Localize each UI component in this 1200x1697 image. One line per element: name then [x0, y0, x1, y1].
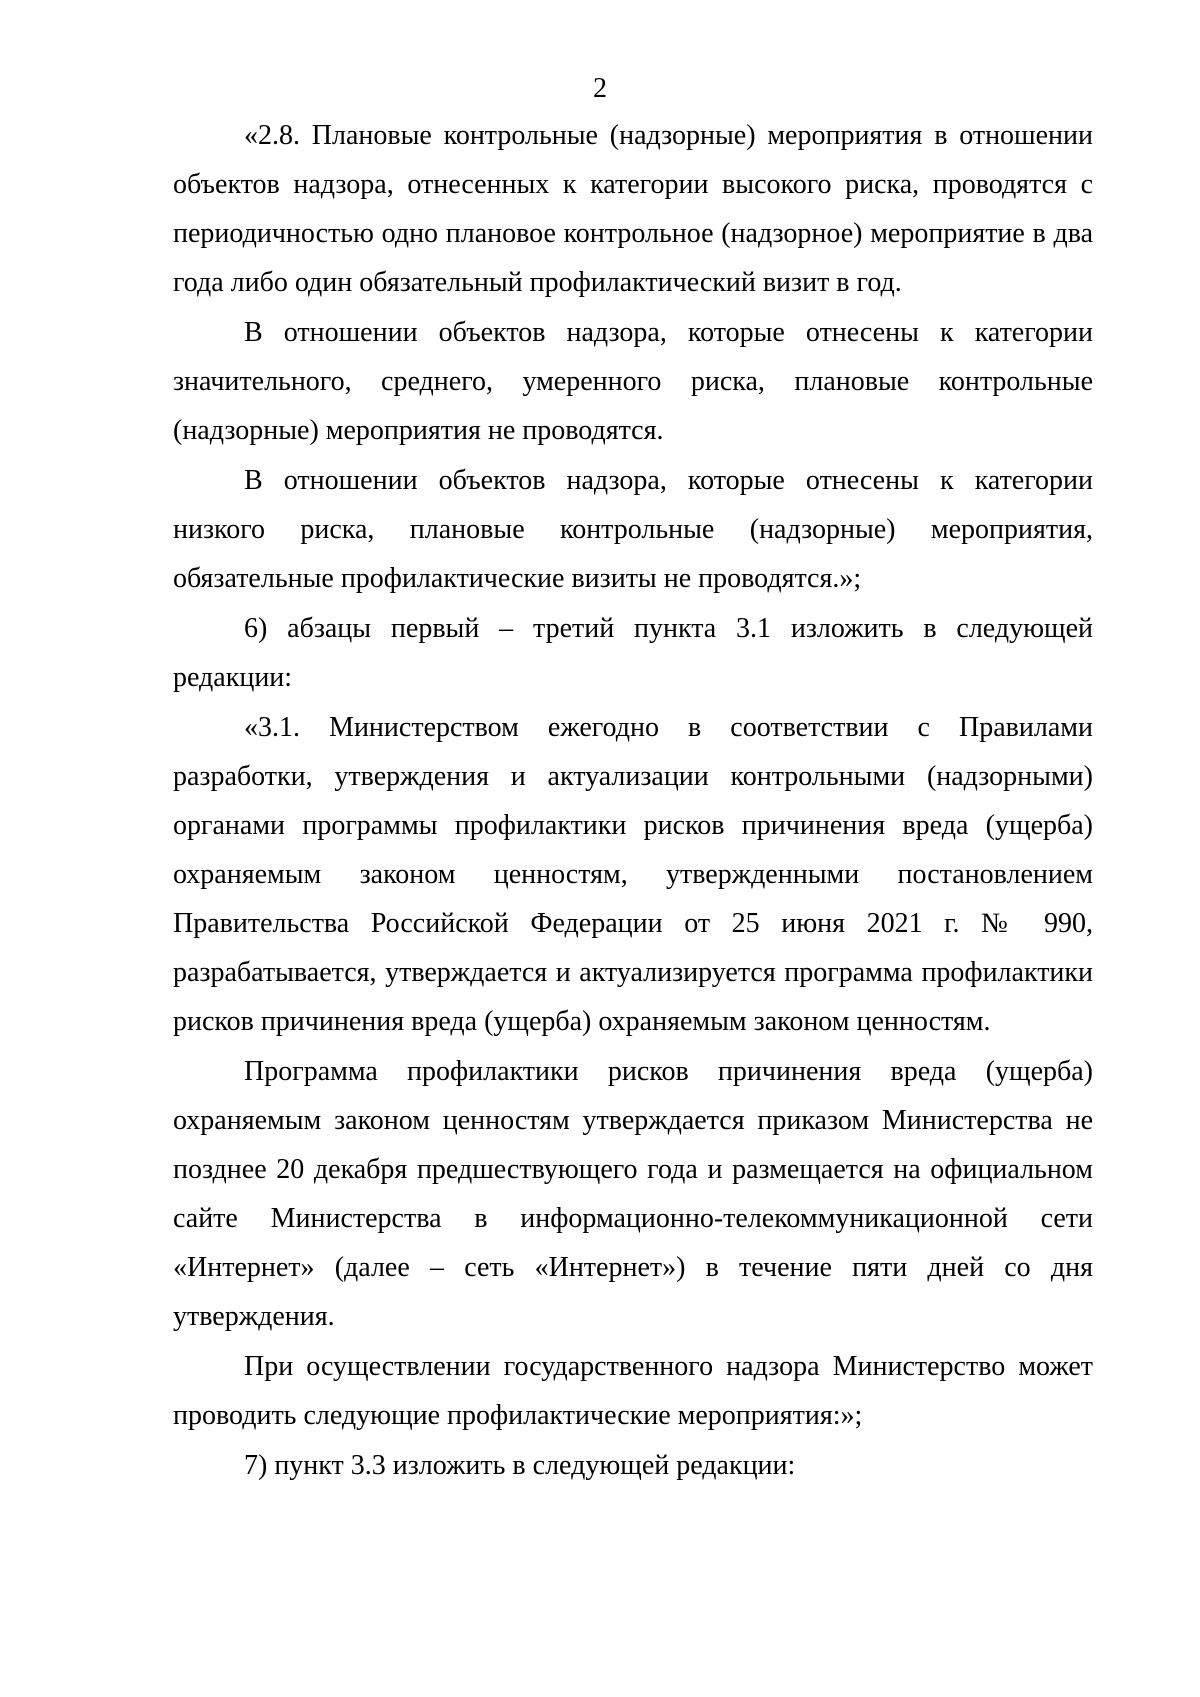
paragraph-3-1: «3.1. Министерством ежегодно в соответствии с Правилами разработки, утверждения и актуализации контрольными (надзорными) органами программы профилактики рисков причинения вреда (ущерба) охраняемым законом ценностям, утвержденными постановлением Правительства Российской Федерации от 25 июня 2021 г. № 990, разрабатывается, утверждается и актуализируется программа профилактики рисков причинения вреда (ущерба) охраняемым законом ценностям. [173, 712, 1093, 1037]
paragraph-program: Программа профилактики рисков причинения вреда (ущерба) охраняемым законом ценностям утверждается приказом Министерства не позднее 20 декабря предшествующего года и размещается на официальном сайте Министерства в информационно-телекоммуникационной сети «Интернет» (далее – сеть «Интернет») в течение пяти дней со дня утверждения. [173, 1056, 1093, 1332]
paragraph-medium-risk: В отношении объектов надзора, которые отнесены к категории значительного, среднего, умеренного риска, плановые контрольные (надзорные) мероприятия не проводятся. [173, 317, 1093, 446]
paragraph-item-6: 6) абзацы первый – третий пункта 3.1 изложить в следующей редакции: [173, 613, 1093, 693]
paragraph-item-7: 7) пункт 3.3 изложить в следующей редакции: [244, 1450, 796, 1481]
paragraph-low-risk: В отношении объектов надзора, которые отнесены к категории низкого риска, плановые контрольные (надзорные) мероприятия, обязательные профилактические визиты не проводятся.»; [173, 465, 1093, 594]
paragraph-2-8: «2.8. Плановые контрольные (надзорные) мероприятия в отношении объектов надзора, отнесенных к категории высокого риска, проводятся с периодичностью одно плановое контрольное (надзорное) мероприятие в два года либо один обязательный профилактический визит в год. [173, 120, 1093, 298]
document-body [173, 111, 1093, 1491]
page-number: 2 [593, 73, 607, 104]
paragraph-state-supervision: При осуществлении государственного надзора Министерство может проводить следующие профилактические мероприятия:»; [173, 1351, 1093, 1431]
